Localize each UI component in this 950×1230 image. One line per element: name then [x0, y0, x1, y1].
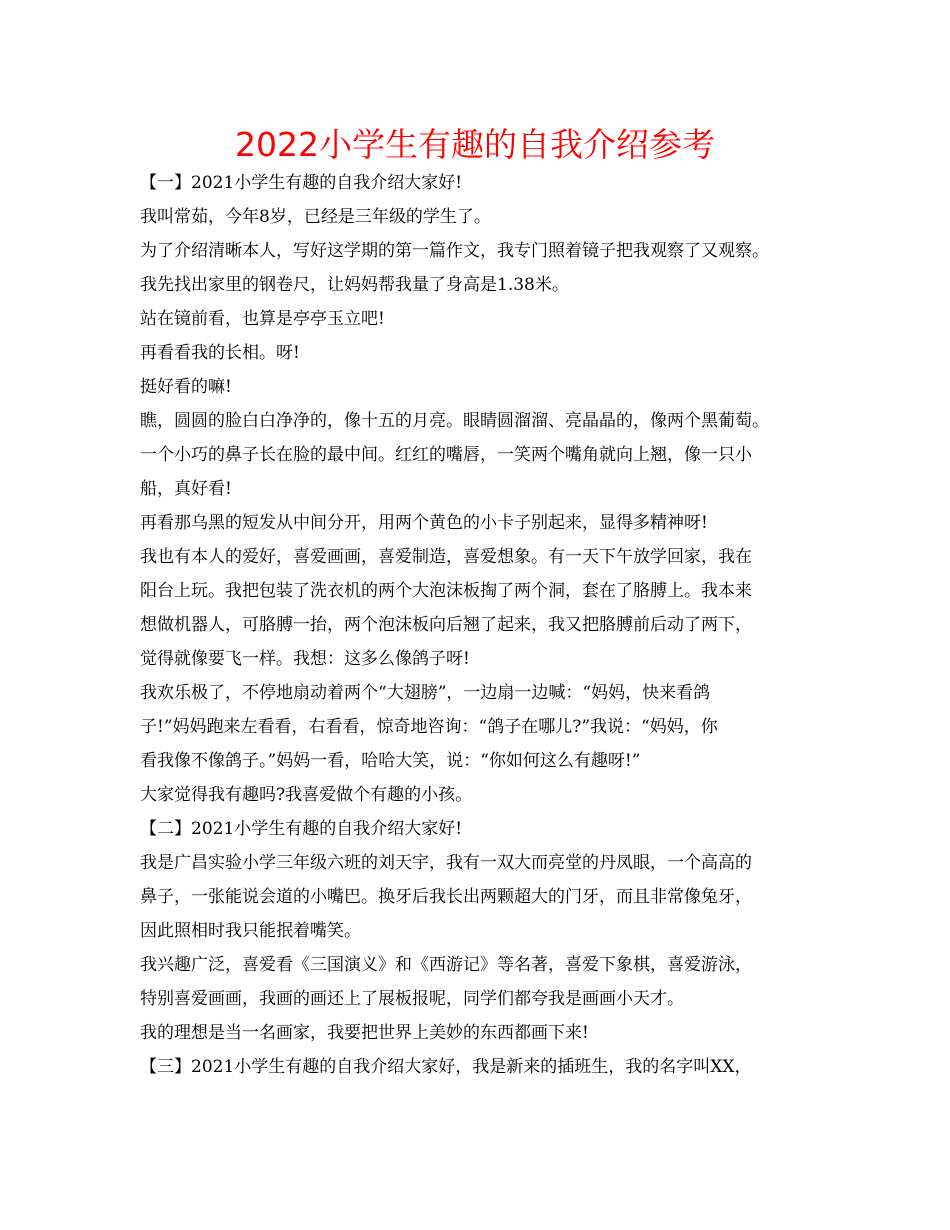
paragraph-line: 阳台上玩。我把包装了洗衣机的两个大泡沫板掏了两个洞，套在了胳膊上。我本来	[140, 581, 752, 601]
paragraph-line: 我欢乐极了，不停地扇动着两个“大翅膀”，一边扇一边喊：“妈妈，快来看鸽	[140, 683, 711, 703]
paragraph-line: 因此照相时我只能抿着嘴笑。	[140, 921, 361, 941]
paragraph-line: 我先找出家里的钢卷尺，让妈妈帮我量了身高是1.38米。	[140, 275, 569, 295]
paragraph-line: 为了介绍清晰本人，写好这学期的第一篇作文，我专门照着镜子把我观察了又观察。	[140, 241, 769, 261]
paragraph-line: 瞧，圆圆的脸白白净净的，像十五的月亮。眼睛圆溜溜、亮晶晶的，像两个黑葡萄。	[140, 411, 769, 431]
document-body	[140, 166, 830, 1084]
paragraph-line: 一个小巧的鼻子长在脸的最中间。红红的嘴唇，一笑两个嘴角就向上翘，像一只小	[140, 445, 752, 465]
paragraph-line: 想做机器人，可胳膊一抬，两个泡沫板向后翘了起来，我又把胳膊前后动了两下，	[140, 615, 752, 635]
paragraph-line: 我叫常茹，今年8岁，已经是三年级的学生了。	[140, 207, 491, 227]
paragraph-line: 再看看我的长相。呀!	[140, 343, 300, 363]
paragraph-line: 鼻子，一张能说会道的小嘴巴。换牙后我长出两颗超大的门牙，而且非常像兔牙，	[140, 887, 752, 907]
paragraph-line: 再看那乌黑的短发从中间分开，用两个黄色的小卡子别起来，显得多精神呀!	[140, 513, 708, 533]
paragraph-line: 【三】2021小学生有趣的自我介绍大家好，我是新来的插班生，我的名字叫XX，	[140, 1057, 752, 1077]
paragraph-line: 我是广昌实验小学三年级六班的刘天宇，我有一双大而亮堂的丹凤眼，一个高高的	[140, 853, 752, 873]
paragraph-line: 我也有本人的爱好，喜爱画画，喜爱制造，喜爱想象。有一天下午放学回家，我在	[140, 547, 752, 567]
paragraph-line: 【一】2021小学生有趣的自我介绍大家好!	[140, 173, 463, 193]
paragraph-line: 特别喜爱画画，我画的画还上了展板报呢，同学们都夸我是画画小天才。	[140, 989, 684, 1009]
paragraph-line: 船，真好看!	[140, 479, 232, 499]
paragraph-line: 站在镜前看，也算是亭亭玉立吧!	[140, 309, 385, 329]
paragraph-line: 觉得就像要飞一样。我想：这多么像鸽子呀!	[140, 649, 470, 669]
paragraph-line: 【二】2021小学生有趣的自我介绍大家好!	[140, 819, 463, 839]
paragraph-line: 看我像不像鸽子。”妈妈一看，哈哈大笑，说：“你如何这么有趣呀!”	[140, 751, 641, 771]
paragraph-line: 子!”妈妈跑来左看看，右看看，惊奇地咨询：“鸽子在哪儿?”我说：“妈妈，你	[140, 717, 718, 737]
paragraph-line: 挺好看的嘛!	[140, 377, 232, 397]
paragraph-line: 大家觉得我有趣吗?我喜爱做个有趣的小孩。	[140, 785, 473, 805]
paragraph-line: 我兴趣广泛，喜爱看《三国演义》和《西游记》等名著，喜爱下象棋，喜爱游泳，	[140, 955, 752, 975]
document-title: 2022小学生有趣的自我介绍参考	[235, 125, 715, 164]
paragraph-line: 我的理想是当一名画家，我要把世界上美妙的东西都画下来!	[140, 1023, 589, 1043]
